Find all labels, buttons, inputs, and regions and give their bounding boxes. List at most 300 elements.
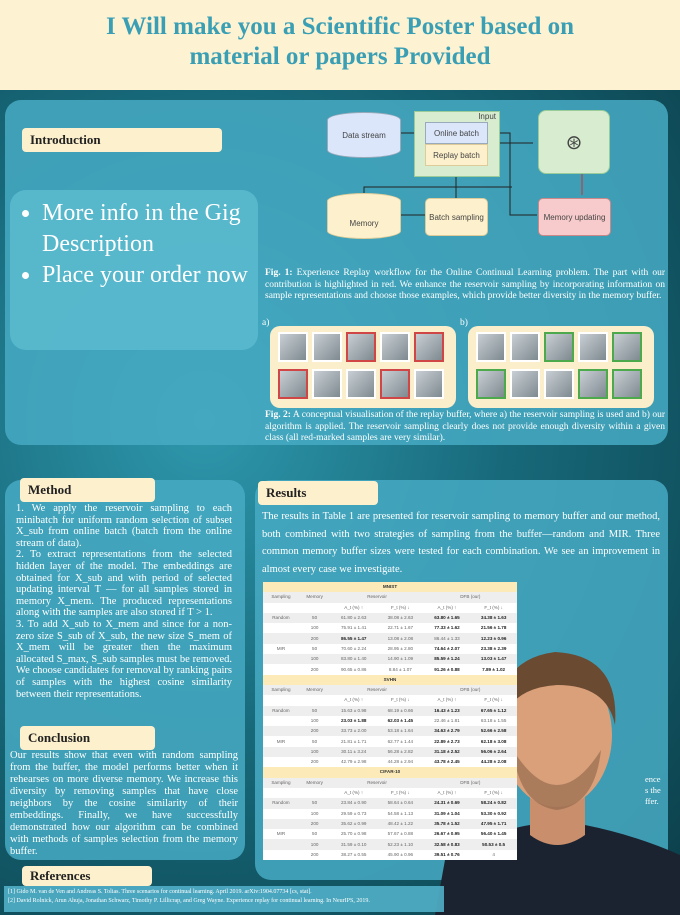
cell-value: 24.31 ± 0.69 — [434, 800, 460, 806]
cell-value: 100 — [310, 810, 319, 816]
cell-value: 43.78 ± 2.45 — [434, 759, 460, 765]
table-cell — [330, 664, 377, 674]
table-cell — [263, 726, 299, 736]
method-item: 3. To add X_sub to X_mem and since for a non-zero size S_sub of X_sub, the new size S_mem of X_mem will be greater then the maximum allocated S_max, S_sub samples must be removed. We choose candidates for removal by ranking pairs of samples with the highest cosine similarity between their representations. — [16, 618, 232, 700]
table-cell — [424, 747, 471, 757]
results-header: Results — [258, 481, 378, 505]
cell-value: 44.28 ± 2.08 — [480, 759, 507, 765]
table-cell — [377, 664, 424, 674]
table-cell — [424, 839, 471, 849]
fig2-label-b: b) — [460, 318, 468, 328]
cell-value: 44.28 ± 2.94 — [387, 759, 414, 765]
table-cell — [470, 736, 517, 746]
cell-value: 62.03 ± 1.45 — [387, 718, 414, 723]
table-cell — [299, 613, 331, 623]
table-row — [263, 829, 517, 839]
cell-value: 32.58 ± 0.83 — [434, 841, 460, 847]
cell-value: 22.71 ± 1.67 — [387, 625, 414, 631]
table-cell — [330, 809, 377, 819]
table-cell — [299, 809, 331, 819]
table-cell — [299, 664, 331, 674]
cell-value: 35.62 ± 0.99 — [340, 820, 367, 826]
column-header-row — [263, 685, 517, 695]
table-cell — [330, 633, 377, 643]
table-cell — [330, 736, 377, 746]
table-cell — [299, 757, 331, 767]
conclusion-text: Our results show that even with random sampling from the buffer, the model performs better when it rehearses on more diverse memory. We increase this diversity by removing samples that have close neighbors by the cosine similarity of their embeddings. Finally, we have successfully demonstrated how our algorithm can be combined with methods of samples selection from the memory buffer. — [10, 750, 238, 857]
cell-value: 34.63 ± 2.79 — [434, 728, 460, 734]
table-cell — [424, 809, 471, 819]
table-cell — [330, 819, 377, 829]
table-cell — [424, 664, 471, 674]
table-row — [263, 623, 517, 633]
cell-value: 31.59 ± 0.10 — [340, 841, 367, 847]
memory-node: Memory — [327, 193, 401, 239]
table-row — [263, 664, 517, 674]
sample-image — [312, 332, 342, 362]
neural-network-icon: ⊛ — [538, 110, 610, 174]
table-cell — [377, 819, 424, 829]
table-cell — [330, 623, 377, 633]
table-cell — [263, 819, 299, 829]
results-table — [263, 582, 517, 860]
table-row — [263, 633, 517, 643]
column-header: DFB (our) — [424, 592, 517, 602]
table-cell — [377, 736, 424, 746]
cell-value: 62.18 ± 3.08 — [480, 738, 507, 744]
table-cell — [330, 706, 377, 716]
table-cell — [377, 829, 424, 839]
method-list — [16, 503, 232, 700]
cell-value: Random — [272, 707, 290, 713]
table-cell — [424, 726, 471, 736]
table-cell — [424, 716, 471, 726]
batch-sampling-node: Batch sampling — [425, 198, 488, 236]
table-cell — [470, 633, 517, 643]
cell-value: 28.95 ± 2.80 — [387, 645, 414, 651]
table-cell — [377, 613, 424, 623]
table-cell — [330, 839, 377, 849]
table-cell — [470, 757, 517, 767]
cell-value: 53.30 ± 0.92 — [480, 810, 507, 816]
sample-image — [380, 332, 410, 362]
table-cell — [263, 623, 299, 633]
table-row — [263, 809, 517, 819]
cell-value: 74.64 ± 2.07 — [434, 645, 460, 651]
cell-value: Random — [272, 615, 290, 621]
cell-value: 54.58 ± 1.13 — [387, 810, 414, 816]
table-cell — [377, 644, 424, 654]
cell-value: 200 — [310, 666, 319, 672]
table-cell — [299, 819, 331, 829]
cell-value: 26.67 ± 0.95 — [434, 831, 460, 837]
cell-value: 21.81 ± 1.71 — [340, 738, 367, 744]
cell-value: 86.55 ± 1.47 — [340, 635, 367, 641]
cell-value: 31.09 ± 1.04 — [434, 810, 460, 816]
sample-image — [346, 369, 376, 399]
cell-value: 33.73 ± 2.00 — [340, 728, 367, 734]
cell-value: 200 — [310, 820, 319, 826]
metric-header-row — [263, 695, 517, 705]
cell-value: 45.90 ± 0.96 — [387, 851, 414, 857]
dataset-name: MNIST — [263, 582, 517, 592]
cell-value: 50 — [312, 645, 318, 651]
table-cell — [470, 644, 517, 654]
table-cell — [299, 623, 331, 633]
sample-image — [510, 332, 540, 362]
table-cell — [330, 613, 377, 623]
cell-value: 68.19 ± 0.66 — [387, 707, 414, 713]
metric-header: F_t (%) ↓ — [391, 604, 410, 610]
cell-value: 31.18 ± 2.52 — [434, 748, 460, 754]
dataset-row — [263, 582, 517, 592]
table-cell — [424, 613, 471, 623]
cell-value: 22.46 ± 1.81 — [434, 718, 460, 723]
table-cell — [263, 716, 299, 726]
table-cell — [470, 829, 517, 839]
cell-value: 75.91 ± 1.41 — [340, 625, 367, 631]
cell-value: 58.24 ± 0.82 — [480, 800, 507, 806]
table-cell — [330, 716, 377, 726]
cell-value: 7.89 ± 1.02 — [482, 666, 506, 672]
references-header: References — [22, 866, 152, 886]
table-cell — [424, 829, 471, 839]
cell-value: 22.89 ± 2.73 — [434, 738, 460, 744]
table-cell — [263, 809, 299, 819]
table-cell — [377, 850, 424, 860]
column-header: Memory — [299, 685, 331, 695]
cell-value: 23.03 ± 1.88 — [340, 718, 367, 723]
table-cell — [263, 654, 299, 664]
table-cell — [377, 839, 424, 849]
column-header: Memory — [299, 778, 331, 788]
cell-value: 85.59 ± 1.24 — [434, 656, 460, 662]
dataset-row — [263, 675, 517, 685]
table-cell — [470, 726, 517, 736]
table-row — [263, 736, 517, 746]
table-cell — [299, 839, 331, 849]
cell-value: 56.06 ± 2.64 — [480, 748, 507, 754]
cell-value: 25.70 ± 0.98 — [340, 831, 367, 837]
fig1-text: Experience Replay workflow for the Online Continual Learning problem. The part with our contribution is highlighted in red. We enhance the reservoir sampling by incorporating information on sample representations and choose those examples, which provide better diversity in the memory buffer. — [265, 268, 665, 301]
table-cell — [470, 839, 517, 849]
cell-value: 63.80 ± 1.65 — [434, 615, 460, 621]
metric-header: A_t (%) ↑ — [437, 790, 457, 796]
cell-value: 50.53 ± 0.5 — [482, 841, 506, 847]
memory-updating-node: Memory updating — [538, 198, 611, 236]
column-header: DFB (our) — [424, 685, 517, 695]
table-cell — [470, 664, 517, 674]
metric-header-row — [263, 603, 517, 613]
table-row — [263, 654, 517, 664]
table-cell — [377, 757, 424, 767]
buffer-images-b — [468, 326, 654, 408]
partial-line: ence — [645, 774, 661, 784]
sample-image — [278, 369, 308, 399]
title-banner — [0, 0, 680, 90]
cell-value: 21.56 ± 1.78 — [480, 625, 507, 631]
table-cell — [299, 736, 331, 746]
cell-value: 200 — [310, 759, 319, 765]
reference-item: [2] David Rolnick, Arun Ahuja, Jonathan Schwarz, Timothy P. Lillicrap, and Greg Wayne. Experience replay for continual learning. In NeurIPS, 2019. — [8, 898, 370, 904]
table-cell — [263, 613, 299, 623]
table-row — [263, 850, 517, 860]
data-stream-node: Data stream — [327, 112, 401, 158]
bullet-item: • Place your order now — [42, 260, 250, 291]
column-header: Reservoir — [330, 685, 423, 695]
sample-image — [278, 332, 308, 362]
sample-image — [312, 369, 342, 399]
sample-image — [578, 332, 608, 362]
fig2-caption-label: Fig. 2: — [265, 410, 291, 420]
column-header: Memory — [299, 592, 331, 602]
table-cell — [470, 623, 517, 633]
table-cell — [470, 809, 517, 819]
cell-value: 15.63 ± 0.98 — [340, 707, 367, 713]
table-row — [263, 613, 517, 623]
table-cell — [470, 798, 517, 808]
cell-value: 39.51 ± 0.76 — [434, 851, 460, 857]
table-cell — [330, 726, 377, 736]
cell-value: 61.80 ± 2.63 — [340, 615, 367, 621]
column-header: Sampling — [263, 778, 299, 788]
table-row — [263, 757, 517, 767]
conclusion-header: Conclusion — [20, 726, 155, 750]
table-cell — [330, 850, 377, 860]
empty-cell — [263, 788, 330, 798]
table-cell — [424, 623, 471, 633]
table-cell — [263, 829, 299, 839]
table-cell — [424, 819, 471, 829]
table-cell — [377, 633, 424, 643]
results-partial-text — [645, 774, 661, 807]
sample-image — [612, 369, 642, 399]
table-row — [263, 716, 517, 726]
table-cell — [424, 798, 471, 808]
table-cell — [377, 623, 424, 633]
table-cell — [470, 819, 517, 829]
cell-value: 52.66 ± 2.58 — [480, 728, 507, 734]
table-cell — [470, 850, 517, 860]
fig2-caption — [265, 410, 665, 445]
table-cell — [299, 747, 331, 757]
table-cell — [470, 716, 517, 726]
cell-value: 13.08 ± 2.08 — [387, 635, 414, 641]
cell-value: 13.03 ± 1.47 — [480, 656, 507, 662]
metric-header: F_t (%) ↓ — [484, 697, 503, 703]
metric-header: A_t (%) ↑ — [437, 697, 457, 703]
table-row — [263, 726, 517, 736]
cell-value: 23.38 ± 2.39 — [480, 645, 507, 651]
cell-value: 47.95 ± 1.71 — [480, 820, 507, 826]
column-header-row — [263, 592, 517, 602]
cell-value: 62.77 ± 1.44 — [387, 738, 414, 744]
fig1-label: Fig. 1: — [265, 268, 293, 278]
cell-value: 200 — [310, 851, 319, 857]
table-row — [263, 819, 517, 829]
cell-value: 23.84 ± 0.90 — [340, 800, 367, 806]
partial-line: s the — [645, 785, 661, 795]
references-list — [4, 886, 444, 912]
cell-value: 50 — [312, 615, 318, 621]
cell-value: 38.08 ± 2.63 — [387, 615, 414, 621]
table-cell — [299, 798, 331, 808]
column-header: Sampling — [263, 592, 299, 602]
table-cell — [299, 716, 331, 726]
table-cell — [299, 654, 331, 664]
title-line-2: material or papers Provided — [189, 43, 491, 70]
table-row — [263, 747, 517, 757]
table-cell — [330, 798, 377, 808]
table-cell — [263, 850, 299, 860]
cell-value: 67.65 ± 1.12 — [480, 707, 507, 713]
table-cell — [377, 654, 424, 664]
cell-value: 70.60 ± 2.24 — [340, 645, 367, 651]
cell-value: 48.42 ± 1.22 — [387, 820, 414, 826]
cell-value: 34.38 ± 1.63 — [480, 615, 507, 621]
cell-value: 29.59 ± 0.73 — [340, 810, 367, 816]
method-header: Method — [20, 478, 155, 502]
table-cell — [424, 654, 471, 664]
metric-header: F_t (%) ↓ — [391, 697, 410, 703]
cell-value: 16.43 ± 1.23 — [434, 707, 460, 713]
cell-value: 30.11 ± 3.24 — [341, 748, 367, 754]
cell-value: 42.79 ± 2.98 — [340, 759, 367, 765]
cell-value: 91.26 ± 0.88 — [434, 666, 460, 672]
fig1-caption — [265, 268, 665, 303]
metric-header-row — [263, 788, 517, 798]
cell-value: 200 — [310, 635, 319, 641]
table-cell — [263, 664, 299, 674]
results-text: The results in Table 1 are presented for reservoir sampling to memory buffer and our method, both combined with two strategies of sampling from the buffer—random and MIR. Three common memory buffer sizes were tested for each combination. We see an improvement in almost every case we investigate. — [262, 511, 660, 575]
dataset-name: CIFAR-10 — [263, 767, 517, 777]
sample-image — [544, 332, 574, 362]
table-cell — [377, 706, 424, 716]
table-cell — [263, 706, 299, 716]
metric-header: A_t (%) ↑ — [344, 790, 364, 796]
cell-value: 77.33 ± 1.62 — [434, 625, 460, 631]
cell-value: 50 — [312, 707, 318, 713]
table-row — [263, 706, 517, 716]
column-header: Sampling — [263, 685, 299, 695]
table-cell — [263, 736, 299, 746]
cell-value: MIR — [276, 831, 286, 837]
sample-image — [476, 369, 506, 399]
metric-header: A_t (%) ↑ — [344, 604, 364, 610]
table-cell — [330, 757, 377, 767]
table-cell — [263, 757, 299, 767]
table-cell — [299, 644, 331, 654]
column-header: Reservoir — [330, 778, 423, 788]
sample-image — [578, 369, 608, 399]
table-cell — [263, 798, 299, 808]
sample-image — [476, 332, 506, 362]
table-cell — [263, 839, 299, 849]
cell-value: 100 — [310, 656, 319, 662]
cell-value: 56.40 ± 1.45 — [480, 831, 507, 837]
cell-value: 50 — [312, 800, 318, 806]
fig2-label-a: a) — [262, 318, 270, 328]
intro-header: Introduction — [22, 128, 222, 152]
table-row — [263, 839, 517, 849]
buffer-images-a — [270, 326, 456, 408]
sample-image — [346, 332, 376, 362]
cell-value: 100 — [310, 841, 319, 847]
table-cell — [470, 613, 517, 623]
table-cell — [424, 850, 471, 860]
table-cell — [299, 726, 331, 736]
sample-image — [544, 369, 574, 399]
column-header: DFB (our) — [424, 778, 517, 788]
sample-image — [380, 369, 410, 399]
replay-batch-node: Replay batch — [425, 144, 488, 166]
empty-cell — [263, 695, 330, 705]
table-cell — [377, 809, 424, 819]
cell-value: 83.80 ± 1.40 — [340, 656, 367, 662]
cell-value: 100 — [310, 748, 319, 754]
sample-image — [510, 369, 540, 399]
table-cell — [377, 798, 424, 808]
cell-value: MIR — [276, 738, 286, 744]
cell-value: 4 — [492, 851, 495, 857]
sample-image — [414, 369, 444, 399]
table-row — [263, 644, 517, 654]
column-header-row — [263, 778, 517, 788]
table-cell — [470, 654, 517, 664]
sample-image — [612, 332, 642, 362]
dataset-name: SVHN — [263, 675, 517, 685]
cell-value: 57.67 ± 0.88 — [387, 831, 414, 837]
cell-value: 100 — [310, 625, 319, 631]
table-cell — [424, 633, 471, 643]
cell-value: 8.84 ± 1.07 — [388, 666, 412, 672]
cell-value: 100 — [310, 718, 319, 723]
cell-value: 50 — [312, 738, 318, 744]
metric-header: A_t (%) ↑ — [344, 697, 364, 703]
table-cell — [470, 747, 517, 757]
table-cell — [330, 644, 377, 654]
table-cell — [424, 706, 471, 716]
table-cell — [299, 706, 331, 716]
table-cell — [377, 716, 424, 726]
table-cell — [263, 747, 299, 757]
cell-value: Random — [272, 800, 290, 806]
dataset-row — [263, 767, 517, 777]
cell-value: 50 — [312, 831, 318, 837]
cell-value: MIR — [276, 645, 286, 651]
cell-value: 38.27 ± 0.55 — [340, 851, 367, 857]
empty-cell — [263, 603, 330, 613]
bullet-item: • More info in the Gig Description — [42, 198, 250, 260]
table-cell — [299, 633, 331, 643]
table-cell — [299, 850, 331, 860]
table-cell — [299, 829, 331, 839]
table-cell — [330, 747, 377, 757]
table-cell — [470, 706, 517, 716]
table-cell — [424, 757, 471, 767]
metric-header: A_t (%) ↑ — [437, 604, 457, 610]
online-batch-node: Online batch — [425, 122, 488, 144]
metric-header: F_t (%) ↓ — [484, 604, 503, 610]
cell-value: 35.78 ± 1.52 — [434, 820, 460, 826]
method-item: 1. We apply the reservoir sampling to each minibatch for uniform random selection of subset X_sub from online batch (batch from the online stream of data). — [16, 503, 232, 549]
method-item: 2. To extract representations from the selected hidden layer of the model. The embeddings are obtained for X_sub and with period of selected updating interval T — for all samples stored in memory X_mem. The produced representations along with the samples are also stored if T > 1. — [16, 549, 232, 619]
table-row — [263, 798, 517, 808]
table-cell — [330, 654, 377, 664]
cell-value: 200 — [310, 728, 319, 734]
table-cell — [424, 736, 471, 746]
table-cell — [377, 726, 424, 736]
